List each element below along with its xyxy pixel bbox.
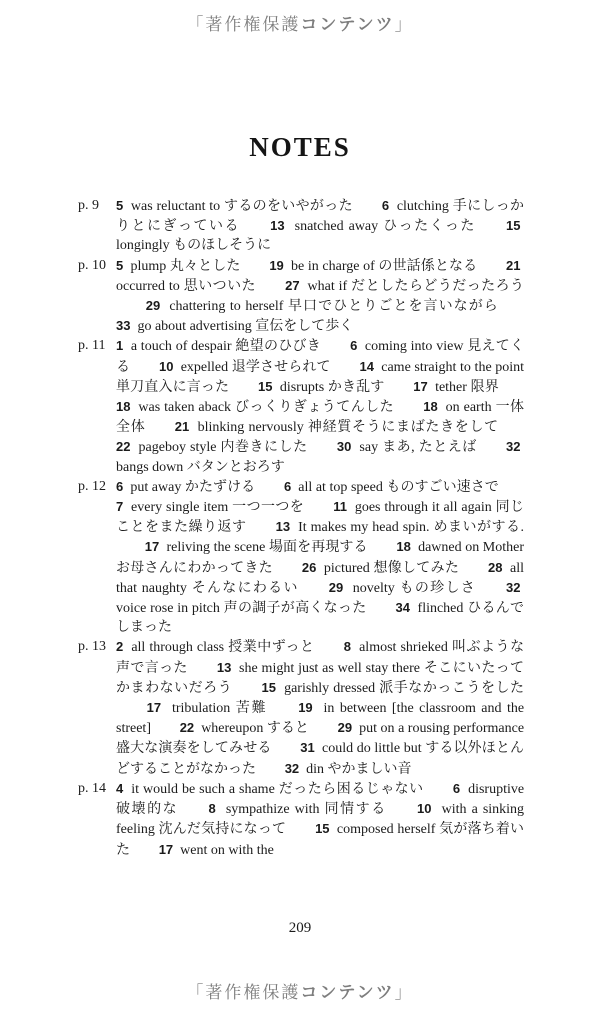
line-number: 17	[158, 841, 174, 857]
entry-gap	[304, 510, 329, 511]
english-phrase: be in charge of	[291, 258, 375, 274]
english-phrase: disrupts	[279, 379, 325, 395]
english-phrase: put on a rousing performance	[359, 721, 525, 737]
entry-gap	[459, 571, 484, 572]
japanese-gloss: 丸々とした	[169, 258, 241, 274]
english-phrase: say	[359, 440, 379, 456]
line-number: 17	[144, 539, 160, 555]
line-number: 7	[116, 499, 124, 515]
note-entries	[116, 256, 524, 337]
line-number: 14	[359, 358, 374, 374]
entry-gap	[368, 550, 393, 551]
line-number: 6	[283, 478, 292, 494]
english-phrase: snatched away	[294, 219, 379, 235]
english-phrase: go about advertising	[137, 319, 252, 335]
english-phrase: novelty	[352, 580, 395, 596]
japanese-gloss: するのをいやがった	[224, 199, 353, 214]
japanese-gloss: 同じことをまた繰り返す	[116, 500, 525, 536]
entry-gap	[477, 269, 502, 270]
japanese-gloss: 叫ぶような声で言った	[116, 640, 525, 676]
english-phrase: went on with the	[180, 842, 274, 858]
japanese-gloss: 破壊的な	[116, 802, 179, 818]
japanese-gloss: 限界	[470, 379, 499, 395]
japanese-gloss: 盛大な演奏をしてみせる	[116, 741, 272, 757]
japanese-gloss: する以外ほとんどすることがなかった	[116, 741, 525, 777]
line-number: 21	[506, 257, 521, 273]
english-phrase: every single item	[131, 500, 229, 516]
english-phrase: a touch of despair	[130, 339, 232, 355]
page-label: p. 14	[78, 780, 106, 796]
line-number: 18	[396, 539, 411, 555]
japanese-gloss: かたずける	[184, 479, 256, 495]
english-phrase: was taken aback	[138, 400, 232, 416]
japanese-gloss: 派手なかっこうをした	[379, 680, 525, 696]
entry-gap	[256, 289, 281, 290]
page-number: 209	[288, 920, 312, 936]
japanese-gloss: 一つ一つを	[232, 500, 305, 516]
page-label: p. 9	[78, 198, 99, 213]
watermark-text-bold: コンテンツ	[300, 15, 395, 34]
entry-gap	[477, 450, 502, 451]
line-number: 19	[298, 700, 313, 716]
japanese-gloss: 絶望のひびき	[235, 339, 322, 355]
japanese-gloss: 単刀直入に言った	[116, 379, 230, 395]
english-phrase: came straight to the point	[381, 359, 525, 375]
line-number: 22	[116, 439, 131, 455]
entry-gap	[499, 309, 524, 310]
entry-gap	[130, 853, 155, 854]
line-number: 11	[333, 499, 348, 515]
japanese-gloss: 早口でひとりごとを言いながら	[287, 299, 499, 315]
english-phrase: flinched	[417, 601, 464, 617]
entry-gap	[232, 691, 257, 692]
english-phrase: din	[306, 761, 325, 777]
line-number: 5	[116, 257, 124, 273]
entry-gap	[499, 430, 524, 431]
english-phrase: pictured	[323, 560, 370, 576]
page-title: NOTES	[249, 132, 351, 162]
copyright-watermark-top	[0, 10, 600, 35]
japanese-gloss: 沈んだ気持になって	[158, 822, 287, 838]
english-phrase: put away	[130, 479, 182, 495]
line-number: 21	[174, 419, 190, 435]
line-number: 29	[337, 720, 353, 736]
entry-gap	[499, 390, 524, 391]
line-number: 10	[158, 358, 174, 374]
line-number: 15	[315, 821, 330, 837]
entry-gap	[255, 490, 280, 491]
entry-gap	[188, 671, 213, 672]
japanese-gloss: 同情する	[324, 802, 387, 818]
line-number: 6	[381, 198, 390, 213]
note-entries	[116, 477, 524, 638]
line-number: 27	[285, 277, 300, 293]
note-entries	[116, 637, 524, 778]
english-phrase: in between [the classroom and the street]	[116, 701, 525, 737]
japanese-gloss: お母さんにわかってきた	[116, 560, 273, 576]
entry-gap	[271, 751, 296, 752]
english-phrase: voice rose in pitch	[116, 601, 220, 617]
english-phrase: chattering to herself	[169, 299, 284, 315]
line-number: 1	[116, 338, 124, 354]
entry-gap	[367, 611, 392, 612]
english-phrase: sympathize with	[225, 802, 320, 818]
page-label: p. 12	[78, 478, 106, 494]
entry-gap	[256, 772, 281, 773]
page-label: p. 10	[78, 257, 106, 273]
line-number: 5	[116, 198, 124, 213]
japanese-gloss: だとしたらどうだったろう	[351, 278, 525, 294]
entry-gap	[499, 490, 524, 491]
english-phrase: what if	[307, 278, 348, 294]
line-number: 29	[328, 579, 344, 595]
japanese-gloss: めまいがする.	[433, 520, 525, 536]
english-phrase: she might just as well stay there	[239, 660, 421, 676]
entry-gap	[241, 269, 266, 270]
entry-gap	[424, 792, 449, 793]
japanese-gloss: びっくりぎょうてんした	[235, 400, 395, 416]
japanese-gloss: 見えてくる	[116, 339, 525, 375]
japanese-gloss: もの珍しさ	[399, 580, 477, 596]
english-phrase: dawned on Mother	[418, 540, 525, 556]
english-phrase: was reluctant to	[130, 199, 221, 214]
entry-gap	[240, 229, 265, 230]
note-block	[78, 477, 524, 638]
line-number: 15	[506, 218, 521, 234]
english-phrase: almost shrieked	[359, 640, 448, 656]
watermark-text: 」	[394, 15, 414, 34]
english-phrase: could do little but	[322, 741, 422, 757]
english-phrase: bangs down	[116, 459, 184, 475]
note-block	[78, 779, 524, 860]
line-number: 18	[116, 399, 131, 415]
entry-gap	[353, 209, 378, 210]
line-number: 17	[146, 700, 162, 716]
entry-gap	[151, 731, 176, 732]
line-number: 4	[116, 780, 124, 796]
english-phrase: tether	[435, 379, 467, 395]
line-number: 34	[395, 600, 410, 616]
entry-gap	[286, 832, 311, 833]
entry-gap	[246, 530, 271, 531]
line-number: 13	[275, 519, 291, 535]
japanese-gloss: ひったくった	[383, 219, 476, 235]
line-number: 29	[145, 298, 161, 314]
english-phrase: it would be such a shame	[131, 781, 275, 797]
entry-gap	[321, 349, 346, 350]
english-phrase: all that naughty	[116, 560, 525, 596]
english-phrase: pageboy style	[138, 440, 217, 456]
japanese-gloss: バタンとおろす	[186, 459, 285, 475]
english-phrase: blinking nervously	[197, 420, 304, 436]
english-phrase: goes through it all again	[354, 500, 492, 516]
line-number: 33	[116, 318, 131, 334]
japanese-gloss: まあ, たとえば	[382, 440, 477, 456]
japanese-gloss: だったら困るじゃない	[278, 781, 424, 797]
english-phrase: clutching	[396, 199, 449, 214]
japanese-gloss: 気が落ち着いた	[116, 822, 525, 858]
english-phrase: reliving the scene	[166, 540, 266, 556]
page-label: p. 13	[78, 639, 106, 655]
english-phrase: whereupon	[201, 721, 264, 737]
japanese-gloss: 退学させられて	[231, 359, 331, 375]
entry-gap	[229, 390, 254, 391]
note-block	[78, 256, 524, 337]
japanese-gloss: 一体全体	[116, 400, 525, 436]
entry-gap	[178, 812, 203, 813]
line-number: 6	[350, 338, 358, 354]
english-phrase: coming into view	[364, 339, 464, 355]
entry-gap	[116, 550, 141, 551]
japanese-gloss: 場面を再現する	[268, 540, 368, 556]
english-phrase: with a sinking feeling	[116, 802, 525, 838]
english-phrase: longingly	[116, 238, 170, 254]
japanese-gloss: ものすごい速さで	[386, 479, 499, 495]
line-number: 18	[423, 399, 438, 415]
english-phrase: all through class	[131, 640, 225, 656]
english-phrase: composed herself	[336, 822, 436, 838]
japanese-gloss: すると	[266, 721, 309, 737]
english-phrase: all at top speed	[298, 479, 383, 495]
japanese-gloss: の世話係となる	[378, 258, 478, 274]
english-phrase: It makes my head spin.	[298, 520, 430, 536]
entry-gap	[387, 812, 412, 813]
line-number: 30	[336, 439, 352, 455]
line-number: 26	[301, 559, 317, 575]
japanese-gloss: ものほしそうに	[173, 238, 272, 254]
line-number: 8	[208, 801, 216, 817]
line-number: 17	[413, 378, 428, 394]
entry-gap	[299, 591, 324, 592]
entry-gap	[268, 711, 293, 712]
japanese-gloss: 内巻きにした	[220, 440, 308, 456]
entry-gap	[476, 229, 501, 230]
line-number: 15	[258, 378, 273, 394]
line-number: 6	[452, 780, 461, 796]
watermark-text: 「著作権保護	[186, 15, 301, 34]
line-number: 10	[417, 801, 432, 817]
line-number: 32	[284, 760, 300, 776]
english-phrase: garishly dressed	[284, 680, 376, 696]
japanese-gloss: 手にしっかりとにぎっている	[116, 199, 525, 235]
japanese-gloss: 宣伝をして歩く	[255, 319, 354, 335]
english-phrase: occurred to	[116, 278, 180, 294]
japanese-gloss: そこにいたってかまわないだろう	[116, 660, 525, 696]
japanese-gloss: そんなにわるい	[191, 580, 299, 596]
watermark-text: 「著作権保護	[186, 983, 301, 1002]
notes-list	[78, 196, 524, 860]
note-entries	[116, 336, 524, 476]
entry-gap	[476, 591, 501, 592]
japanese-gloss: 声の調子が高くなった	[223, 601, 367, 617]
line-number: 32	[506, 579, 521, 595]
watermark-text-bold: コンテンツ	[300, 983, 395, 1002]
entry-gap	[308, 450, 333, 451]
japanese-gloss: 思いついた	[183, 278, 256, 294]
japanese-gloss: ひるんでしまった	[116, 601, 525, 636]
english-phrase: plump	[130, 258, 167, 274]
english-phrase: expelled	[180, 359, 229, 375]
entry-gap	[145, 430, 170, 431]
line-number: 28	[488, 559, 503, 575]
line-number: 13	[216, 659, 232, 675]
entry-gap	[116, 309, 141, 310]
japanese-gloss: 苦難	[235, 701, 268, 717]
note-entries	[116, 779, 524, 860]
entry-gap	[130, 370, 155, 371]
entry-gap	[309, 731, 334, 732]
japanese-gloss: やかましい音	[327, 761, 412, 777]
note-block	[78, 336, 524, 476]
page-label: p. 11	[78, 338, 106, 354]
entry-gap	[331, 370, 356, 371]
entry-gap	[116, 711, 141, 712]
entry-gap	[384, 390, 409, 391]
entry-gap	[315, 650, 340, 651]
line-number: 32	[506, 439, 521, 455]
line-number: 8	[343, 639, 352, 655]
line-number: 15	[261, 679, 276, 695]
watermark-text: 」	[394, 983, 414, 1002]
line-number: 6	[116, 478, 124, 494]
japanese-gloss: 神経質そうにまばたきをして	[307, 420, 499, 436]
japanese-gloss: 想像してみた	[373, 560, 460, 576]
line-number: 19	[269, 257, 284, 273]
english-phrase: on earth	[445, 400, 492, 416]
copyright-watermark-bottom	[0, 978, 600, 1003]
english-phrase: disruptive	[468, 781, 525, 797]
entry-gap	[273, 571, 298, 572]
note-entries	[116, 196, 524, 256]
note-block	[78, 196, 524, 256]
line-number: 22	[179, 720, 195, 736]
japanese-gloss: 授業中ずっと	[228, 640, 315, 656]
line-number: 13	[270, 218, 285, 234]
line-number: 2	[116, 639, 124, 655]
line-number: 31	[300, 740, 315, 756]
note-block	[78, 637, 524, 778]
entry-gap	[394, 410, 419, 411]
english-phrase: tribulation	[171, 701, 231, 717]
japanese-gloss: かき乱す	[327, 379, 385, 395]
